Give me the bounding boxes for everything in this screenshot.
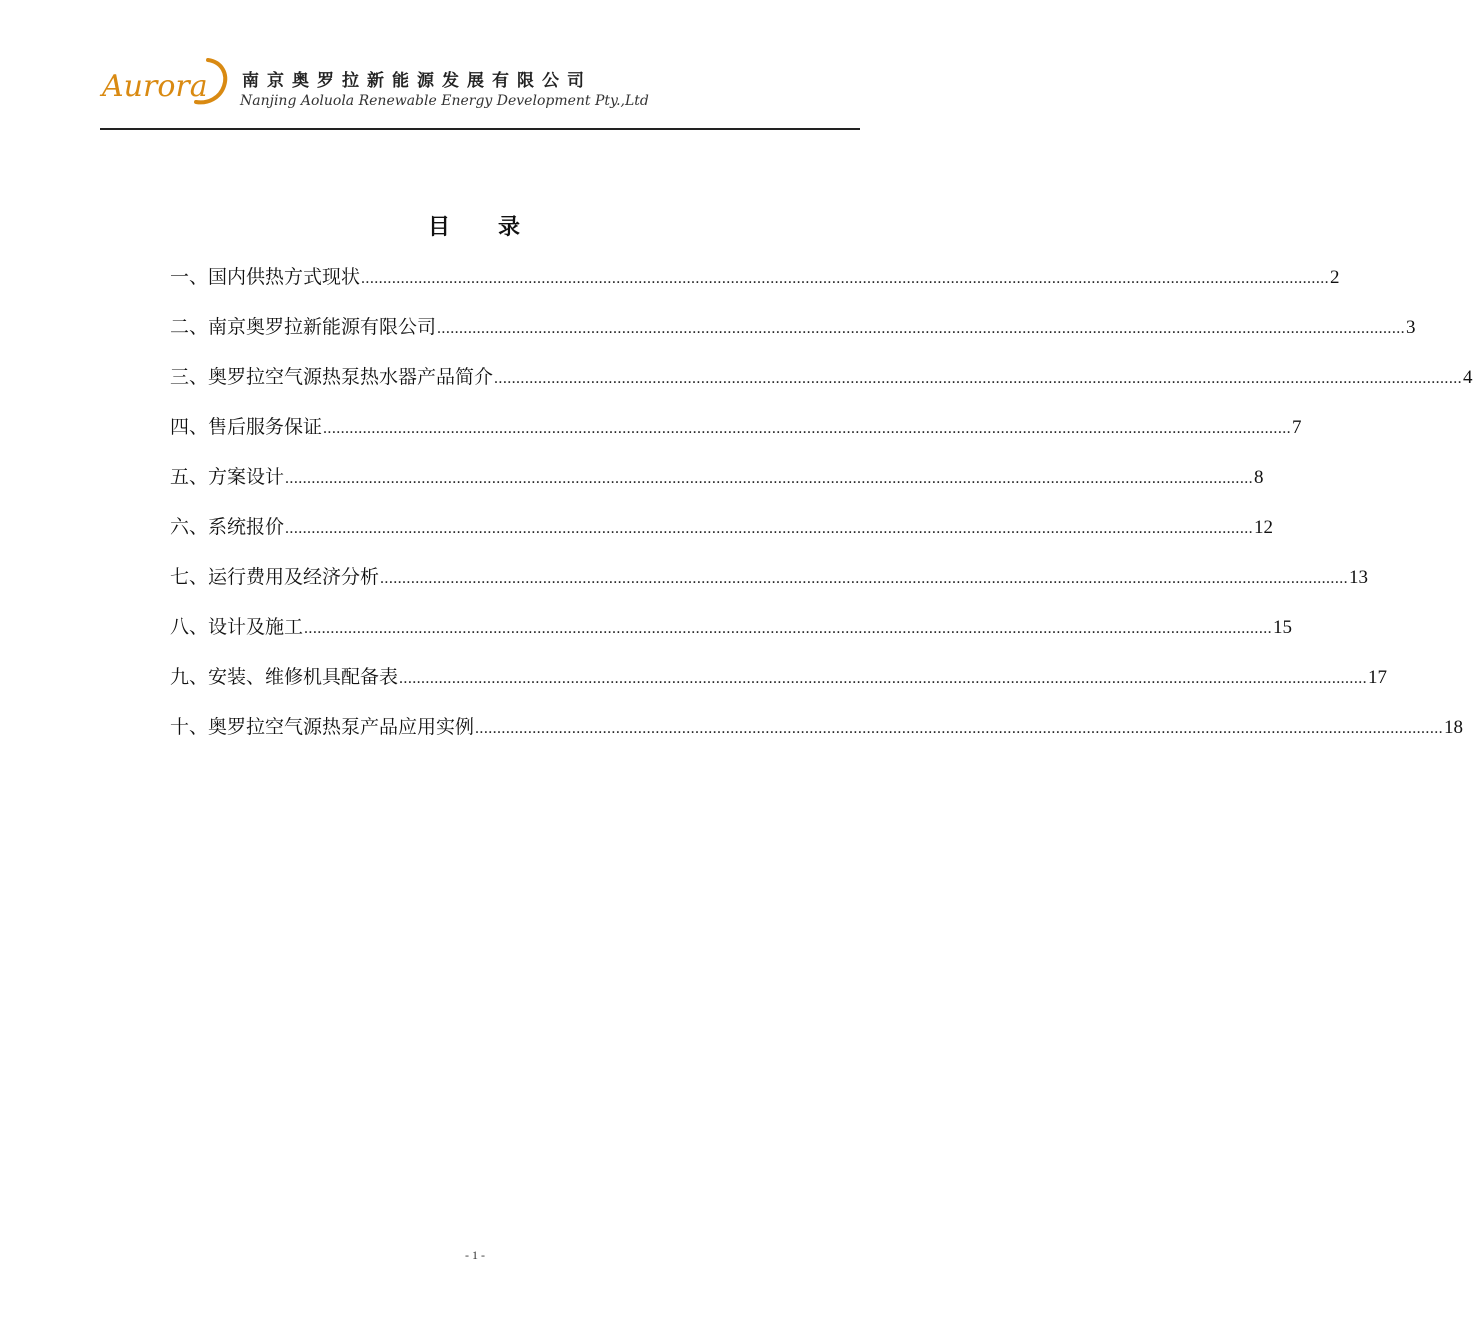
toc-leader-dots: ............................................................................................................................................................................................................................ <box>380 570 1349 587</box>
toc-entry[interactable] <box>170 312 1416 362</box>
toc-entry-label: 四、售后服务保证 <box>170 416 323 438</box>
toc-leader-dots: ............................................................................................................................................................................................................................ <box>475 720 1444 737</box>
company-name-cn: 南京奥罗拉新能源发展有限公司 <box>242 71 592 91</box>
toc-entry[interactable] <box>170 612 1293 662</box>
toc-entry[interactable] <box>170 412 1302 462</box>
header-divider <box>100 128 860 130</box>
toc-entry-label: 五、方案设计 <box>170 466 285 488</box>
toc-entry-page: 8 <box>1254 467 1264 488</box>
toc-entry-page: 7 <box>1292 417 1302 438</box>
toc-entry-label: 十、奥罗拉空气源热泵产品应用实例 <box>170 716 475 738</box>
toc-leader-dots: ............................................................................................................................................................................................................................ <box>323 420 1292 437</box>
toc-entry-label: 九、安装、维修机具配备表 <box>170 666 399 688</box>
toc-entry-page: 15 <box>1273 617 1293 638</box>
aurora-logo <box>100 52 235 108</box>
toc-entry-label: 六、系统报价 <box>170 516 285 538</box>
toc-entry[interactable] <box>170 262 1340 312</box>
toc-leader-dots: ............................................................................................................................................................................................................................ <box>285 520 1254 537</box>
toc-leader-dots: ............................................................................................................................................................................................................................ <box>437 320 1406 337</box>
toc-entry-page: 17 <box>1368 667 1388 688</box>
toc-entry[interactable] <box>170 462 1264 512</box>
toc-entry[interactable] <box>170 512 1274 562</box>
toc-entry[interactable] <box>170 712 1464 762</box>
toc-entry[interactable] <box>170 562 1369 612</box>
toc-title-right: 录 <box>498 215 523 240</box>
toc-leader-dots: ............................................................................................................................................................................................................................ <box>285 470 1254 487</box>
toc-entry-label: 二、南京奥罗拉新能源有限公司 <box>170 316 437 338</box>
toc-leader-dots: ............................................................................................................................................................................................................................ <box>304 620 1273 637</box>
toc-entry-page: 3 <box>1406 317 1416 338</box>
toc-entry-label: 三、奥罗拉空气源热泵热水器产品简介 <box>170 366 494 388</box>
toc-entry-page: 12 <box>1254 517 1274 538</box>
company-name-en: Nanjing Aoluola Renewable Energy Development Pty.,Ltd <box>240 93 649 109</box>
toc-entry-label: 八、设计及施工 <box>170 616 304 638</box>
toc-entry-page: 2 <box>1330 267 1340 288</box>
svg-text:Aurora: Aurora <box>102 69 208 104</box>
table-of-contents <box>170 262 1473 762</box>
toc-entry-page: 18 <box>1444 717 1464 738</box>
toc-title-left: 目 <box>427 215 452 240</box>
toc-entry[interactable] <box>170 362 1473 412</box>
toc-leader-dots: ............................................................................................................................................................................................................................ <box>399 670 1368 687</box>
toc-leader-dots: ............................................................................................................................................................................................................................ <box>494 370 1463 387</box>
toc-entry-page: 13 <box>1349 567 1369 588</box>
toc-entry[interactable] <box>170 662 1388 712</box>
toc-entry-page: 4 <box>1463 367 1473 388</box>
toc-leader-dots: ............................................................................................................................................................................................................................ <box>361 270 1330 287</box>
toc-entry-label: 七、运行费用及经济分析 <box>170 566 380 588</box>
page-header <box>100 52 860 114</box>
page-number: - 1 - <box>465 1248 485 1262</box>
toc-title <box>0 210 950 241</box>
toc-entry-label: 一、国内供热方式现状 <box>170 266 361 288</box>
